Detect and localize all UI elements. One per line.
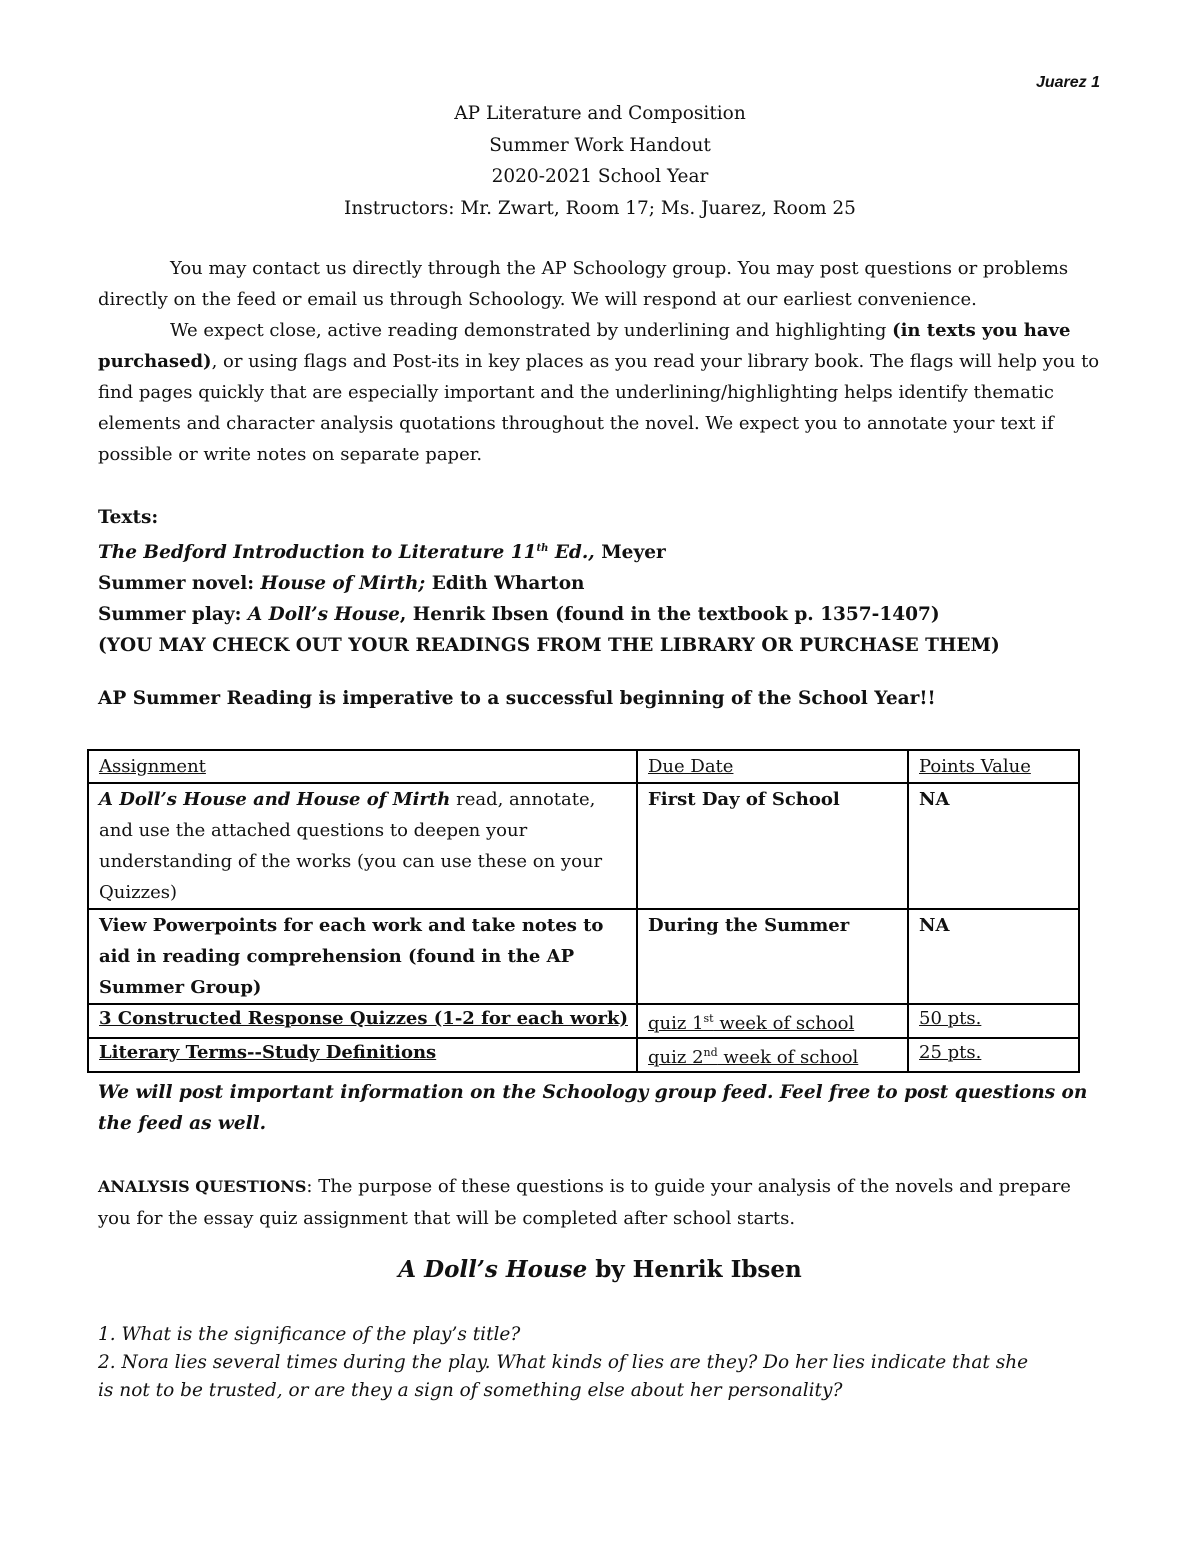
handout-subtitle: Summer Work Handout <box>489 134 711 156</box>
row4-due-pre: quiz 2 <box>648 1047 704 1068</box>
play-heading <box>100 1256 1100 1283</box>
play-details: , Henrik Ibsen (found in the textbook p. 1357-1407) <box>399 604 940 626</box>
table-row <box>88 1038 1079 1072</box>
running-head: Juarez 1 <box>1035 74 1100 91</box>
row1-due: First Day of School <box>637 783 908 909</box>
novel-title: House of Mirth; <box>260 573 426 595</box>
schoology-notice: We will post important information on the Schoology group feed. Feel free to post questions on the feed as well. <box>98 1082 1088 1134</box>
reading-expectations-text-b: , or using flags and Post-its in key places as you read your library book. The flags will help you to find pages quickly that are especially important and the underlining/highlighting helps identify thematic elements and character analysis quotations throughout the novel. We expect you to annotate your text if possible or write notes on separate paper. <box>98 351 1100 465</box>
analysis-intro <box>98 1171 1108 1235</box>
reading-expectations-bold: (in texts you have purchased) <box>98 320 1071 372</box>
table-row <box>88 783 1079 909</box>
question-1: 1. What is the significance of the play’s title? <box>98 1324 521 1345</box>
header-assignment: Assignment <box>88 750 637 783</box>
row4-due-sup: nd <box>703 1046 718 1059</box>
title-block <box>100 98 1100 224</box>
intro-section <box>98 253 1108 470</box>
reading-expectations-text-a: We expect close, active reading demonstrated by underlining and highlighting <box>170 320 893 341</box>
header-due-date: Due Date <box>637 750 908 783</box>
textbook-author: Meyer <box>594 542 666 564</box>
question-2-line-2: is not to be trusted, or are they a sign of something else about her personality? <box>98 1380 843 1401</box>
textbook-superscript: th <box>536 543 549 554</box>
play-heading-title: A Doll’s House <box>398 1256 588 1283</box>
table-row <box>88 1004 1079 1038</box>
novel-line <box>98 568 1108 599</box>
row2-due: During the Summer <box>637 909 908 1004</box>
textbook-edition: Ed., <box>548 542 595 564</box>
novel-author: Edith Wharton <box>425 573 585 595</box>
row1-points: NA <box>908 783 1079 909</box>
library-note: (YOU MAY CHECK OUT YOUR READINGS FROM THE LIBRARY OR PURCHASE THEM) <box>98 635 1000 657</box>
row1-assignment-titles: A Doll’s House and House of Mirth <box>99 789 451 810</box>
row3-due-sup: st <box>703 1012 714 1025</box>
instructors-line: Instructors: Mr. Zwart, Room 17; Ms. Juarez, Room 25 <box>344 197 856 219</box>
question-2-line-1: 2. Nora lies several times during the play. What kinds of lies are they? Do her lies indicate that she <box>98 1352 1029 1373</box>
reading-expectations-paragraph <box>98 315 1108 470</box>
row3-due-pre: quiz 1 <box>648 1013 704 1034</box>
table-header-row <box>88 750 1079 783</box>
table-row <box>88 909 1079 1004</box>
textbook-line <box>98 533 1108 568</box>
row4-due <box>637 1038 908 1072</box>
play-label: Summer play: <box>98 604 248 626</box>
row3-due <box>637 1004 908 1038</box>
play-line <box>98 599 1108 630</box>
texts-heading: Texts: <box>98 507 159 528</box>
course-title: AP Literature and Composition <box>454 103 746 124</box>
assignment-table <box>87 749 1080 1073</box>
row4-points: 25 pts. <box>908 1038 1079 1072</box>
play-heading-byline: by Henrik Ibsen <box>587 1256 802 1283</box>
textbook-title: The Bedford Introduction to Literature 11 <box>98 542 537 564</box>
row1-assignment-text: read, annotate, and use the attached questions to deepen your understanding of the works (you can use these on your Quizzes) <box>99 789 603 903</box>
novel-label: Summer novel: <box>98 573 261 595</box>
row2-assignment: View Powerpoints for each work and take notes to aid in reading comprehension (found in the AP Summer Group) <box>88 909 637 1004</box>
analysis-questions <box>98 1321 1108 1405</box>
texts-section <box>98 502 1108 661</box>
row1-assignment <box>88 783 637 909</box>
analysis-label: ANALYSIS QUESTIONS <box>98 1177 307 1196</box>
row2-points: NA <box>908 909 1079 1004</box>
contact-paragraph: You may contact us directly through the AP Schoology group. You may post questions or problems directly on the feed or email us through Schoology. We will respond at our earliest convenience. <box>98 258 1069 310</box>
row3-points: 50 pts. <box>908 1004 1079 1038</box>
header-points-value: Points Value <box>908 750 1079 783</box>
row4-due-post: week of school <box>717 1047 859 1068</box>
play-title: A Doll’s House <box>247 604 400 626</box>
imperative-statement: AP Summer Reading is imperative to a successful beginning of the School Year!! <box>98 688 936 709</box>
row3-assignment: 3 Constructed Response Quizzes (1-2 for each work) <box>88 1004 637 1038</box>
row4-assignment: Literary Terms--Study Definitions <box>88 1038 637 1072</box>
school-year: 2020-2021 School Year <box>491 166 709 187</box>
analysis-text: : The purpose of these questions is to guide your analysis of the novels and prepare you for the essay quiz assignment that will be completed after school starts. <box>98 1176 1071 1229</box>
row3-due-post: week of school <box>713 1013 855 1034</box>
